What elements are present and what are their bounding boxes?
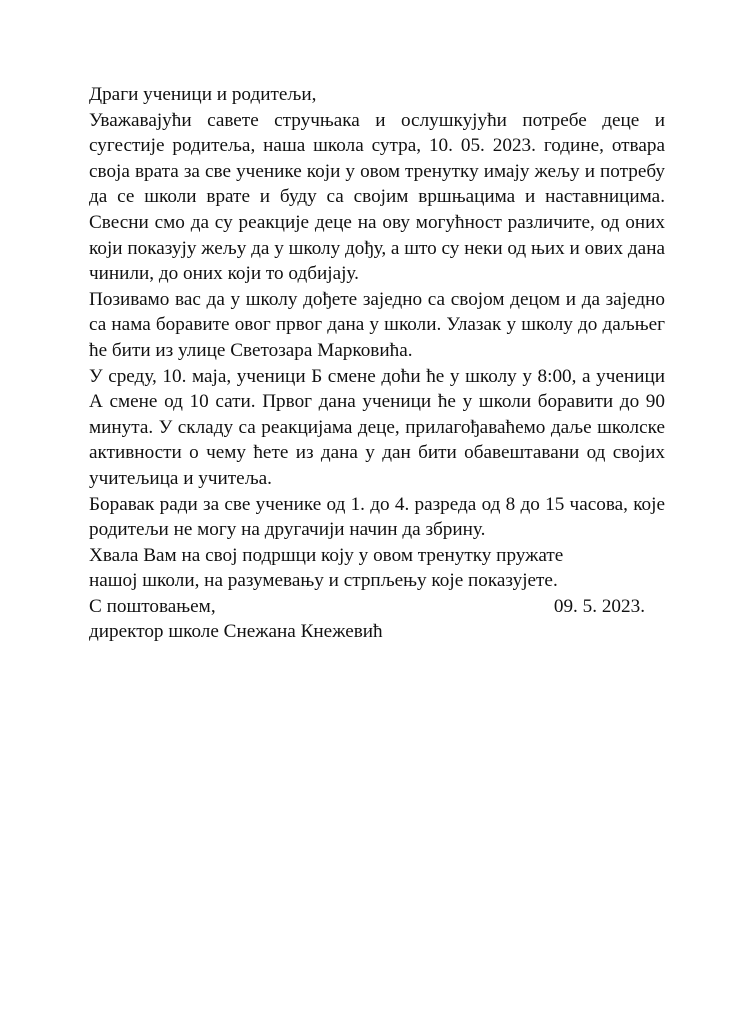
salutation: Драги ученици и родитељи, — [89, 84, 317, 105]
paragraph-schedule: У среду, 10. маја, ученици Б смене доћи ће у школу у 8:00, а ученици А смене од 10 сати. Првог дана ученици ће у школи боравити до 90 минута. У складу са реакцијама деце, прилагођаваћемо даље школске активности о чему ћете из дана у дан бити обавештавани од својих учитељица и учитеља. — [89, 365, 665, 489]
letter-date: 09. 5. 2023. — [553, 595, 645, 617]
thanks-line-2: нашој школи, на разумевању и стрпљењу које показујете. — [89, 570, 558, 592]
letter-document — [89, 82, 665, 645]
closing: С поштовањем, — [89, 595, 216, 617]
thanks-line-1: Хвала Вам на свој подршци коју у овом тренутку пружате — [89, 544, 564, 566]
signature: директор школе Снежана Кнежевић — [89, 621, 383, 643]
paragraph-invitation: Позивамо вас да у школу дођете заједно са својом децом и да заједно са нама боравите овог првог дана у школи. Улазак у школу до даљњег ће бити из улице Светозара Марковића. — [89, 288, 665, 361]
paragraph-reopening: Уважавајући савете стручњака и ослушкујући потребе деце и сугестије родитеља, наша школа сутра, 10. 05. 2023. године, отвара своја врата за све ученике који у овом тренутку имају жељу и потребу да се школи врате и буду са својим вршњацима и наставницима. Свесни смо да су реакције деце на ову могућност различите, од оних који показују жељу да у школу дођу, а што су неки од њих и ових дана чинили, до оних који то одбијају. — [89, 109, 665, 285]
signoff-row — [89, 594, 649, 620]
paragraph-daycare: Боравак ради за све ученике од 1. до 4. разреда од 8 до 15 часова, које родитељи не могу на другачији начин да збрину. — [89, 493, 665, 541]
